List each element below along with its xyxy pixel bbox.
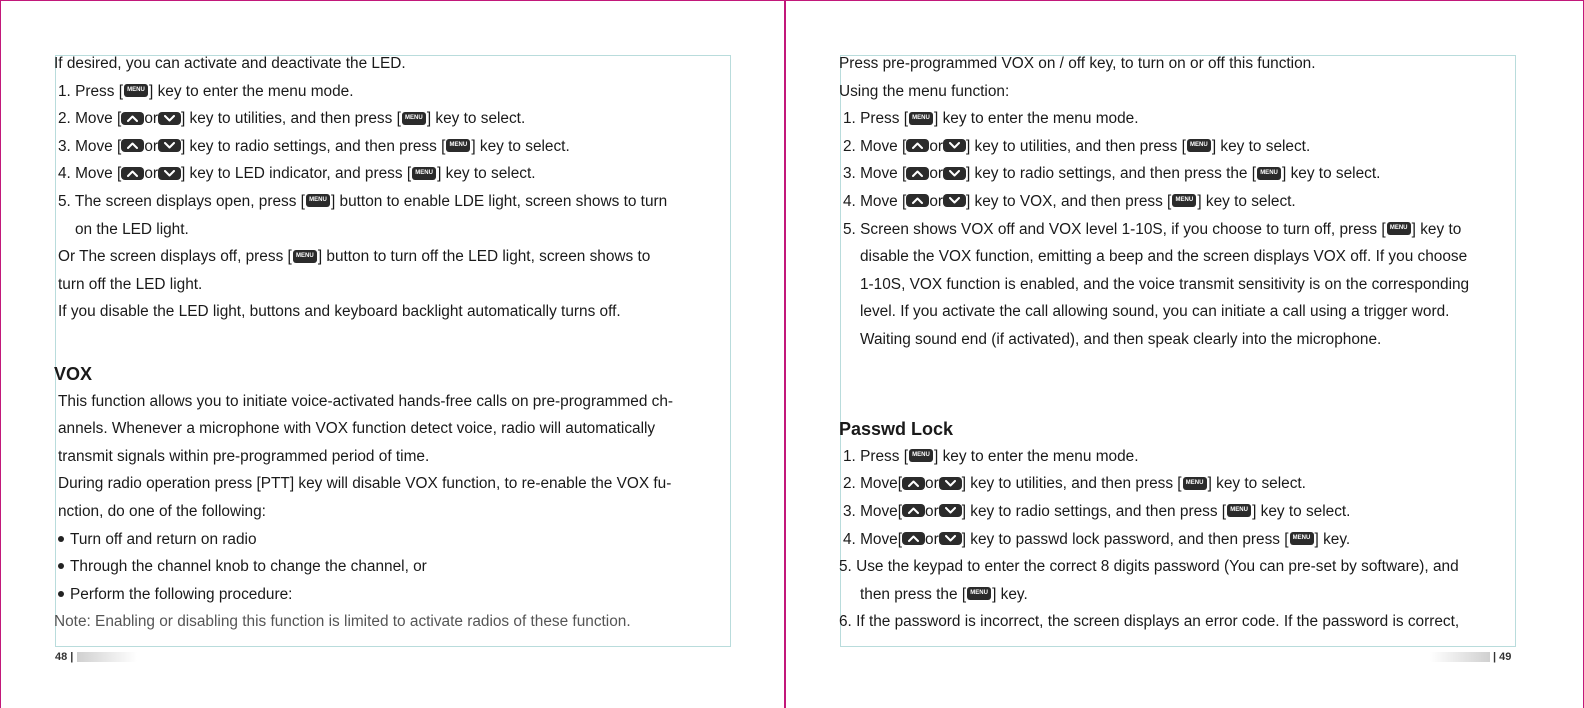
- bullet-item: [54, 526, 744, 554]
- bullet-dot-icon: [58, 536, 64, 542]
- body-text-line: nction, do one of the following:: [58, 502, 266, 520]
- up-arrow-key-icon: [906, 167, 929, 180]
- step-text: 1. Press [: [843, 110, 909, 128]
- step-text: or: [925, 475, 939, 493]
- body-text-line: level. If you activate the call allowing sound, you can initiate a call using a trigger word.: [860, 303, 1450, 321]
- step-text: ] key to passwd lock password, and then press [: [961, 530, 1289, 548]
- step-text: 3. Move [: [58, 137, 122, 155]
- step-text: or: [925, 530, 939, 548]
- page-gutter-line: [784, 0, 786, 708]
- body-text-line: on the LED light.: [75, 220, 189, 238]
- step-text: ] key to LED indicator, and press [: [181, 165, 412, 183]
- blank-line: [839, 354, 1539, 382]
- instruction-step: [54, 188, 744, 216]
- bullet-text: Perform the following procedure:: [70, 585, 293, 603]
- step-text: ] key to radio settings, and then press the [: [966, 165, 1257, 183]
- step-text: ] key to select.: [1252, 502, 1351, 520]
- body-text-line: This function allows you to initiate voice-activated hands-free calls on pre-programmed ch-: [58, 392, 674, 410]
- instruction-step: [839, 216, 1539, 244]
- up-arrow-key-icon: [906, 139, 929, 152]
- step-text: Or The screen displays off, press [: [58, 248, 292, 266]
- instruction-step: [839, 105, 1539, 133]
- step-text: ] key to select.: [437, 165, 536, 183]
- instruction-step: [54, 133, 744, 161]
- step-text: ] key to enter the menu mode.: [934, 447, 1139, 465]
- page-number-bar-left: [77, 652, 137, 662]
- blank-line: [54, 326, 744, 354]
- up-arrow-key-icon: [902, 504, 925, 517]
- menu-key-icon: [909, 112, 933, 125]
- up-arrow-key-icon: [121, 167, 144, 180]
- menu-key-icon: [306, 194, 330, 207]
- instruction-step: [839, 526, 1539, 554]
- down-arrow-key-icon: [943, 139, 966, 152]
- instruction-step: [54, 160, 744, 188]
- step-text: ] button to enable LDE light, screen shows to turn: [330, 192, 668, 210]
- body-text-line: Using the menu function:: [839, 82, 1010, 100]
- section-heading: Passwd Lock: [839, 418, 954, 439]
- page-number-bar-right: [1430, 652, 1490, 662]
- body-text-line: transmit signals within pre-programmed period of time.: [58, 447, 430, 465]
- menu-key-icon: [402, 112, 426, 125]
- step-text: 2. Move [: [58, 110, 122, 128]
- menu-key-icon: [1172, 194, 1196, 207]
- step-text: ] key to select.: [426, 110, 526, 128]
- step-text: ] key to select.: [1211, 137, 1311, 155]
- instruction-step: [54, 243, 744, 271]
- up-arrow-key-icon: [121, 139, 144, 152]
- body-text-line: During radio operation press [PTT] key will disable VOX function, to re-enable the VOX fu-: [58, 475, 672, 493]
- instruction-step: [54, 105, 744, 133]
- step-text: or: [929, 192, 943, 210]
- step-text: 3. Move [: [843, 165, 907, 183]
- step-text: 4. Move [: [843, 192, 907, 210]
- bullet-item: [54, 553, 744, 581]
- step-text: or: [144, 137, 158, 155]
- step-text: 2. Move[: [843, 475, 903, 493]
- bullet-text: Through the channel knob to change the channel, or: [70, 558, 427, 576]
- menu-key-icon: [1227, 504, 1251, 517]
- step-text: 1. Press [: [843, 447, 909, 465]
- up-arrow-key-icon: [906, 194, 929, 207]
- step-text: ] key to select.: [471, 137, 570, 155]
- blank-line: [839, 381, 1539, 409]
- menu-key-icon: [1387, 222, 1411, 235]
- body-text-line: disable the VOX function, emitting a beep and the screen displays VOX off. If you choose: [860, 248, 1468, 266]
- step-text: or: [925, 502, 939, 520]
- bullet-dot-icon: [58, 563, 64, 569]
- instruction-step: [839, 133, 1539, 161]
- menu-key-icon: [446, 139, 470, 152]
- menu-key-icon: [293, 250, 317, 263]
- step-text: or: [144, 110, 158, 128]
- body-text-line: Press pre-programmed VOX on / off key, to turn on or off this function.: [839, 55, 1316, 72]
- instruction-step: [839, 443, 1539, 471]
- step-text: then press the [: [860, 585, 967, 603]
- step-text: ] key to: [1411, 220, 1462, 238]
- menu-key-icon: [909, 449, 933, 462]
- menu-key-icon: [967, 587, 991, 600]
- step-text: ] key to utilities, and then press [: [961, 475, 1182, 493]
- left-page-content: [54, 50, 744, 636]
- step-text: ] key to utilities, and then press [: [181, 110, 401, 128]
- step-text: 3. Move[: [843, 502, 903, 520]
- down-arrow-key-icon: [158, 112, 181, 125]
- step-text: ] key to enter the menu mode.: [934, 110, 1139, 128]
- instruction-step: [839, 470, 1539, 498]
- page-number-left: 48 |: [55, 651, 74, 663]
- menu-key-icon: [124, 84, 148, 97]
- step-text: 5. Screen shows VOX off and VOX level 1-10S, if you choose to turn off, press [: [843, 220, 1386, 238]
- step-text: or: [144, 165, 158, 183]
- up-arrow-key-icon: [902, 532, 925, 545]
- down-arrow-key-icon: [943, 167, 966, 180]
- crop-mark-top: [0, 0, 1584, 1]
- step-text: ] key to utilities, and then press [: [966, 137, 1186, 155]
- menu-key-icon: [412, 167, 436, 180]
- step-text: ] key to radio settings, and then press [: [181, 137, 446, 155]
- step-text: ] key to select.: [1282, 165, 1381, 183]
- bullet-item: [54, 581, 744, 609]
- body-text-line: 6. If the password is incorrect, the screen displays an error code. If the password is correct,: [839, 613, 1460, 631]
- section-heading: VOX: [54, 363, 93, 384]
- up-arrow-key-icon: [902, 477, 925, 490]
- body-text-line: turn off the LED light.: [58, 275, 203, 293]
- menu-key-icon: [1290, 532, 1314, 545]
- crop-mark-left: [0, 0, 1, 708]
- step-text: ] button to turn off the LED light, screen shows to: [317, 248, 651, 266]
- step-text: ] key to radio settings, and then press [: [961, 502, 1227, 520]
- step-text: or: [929, 137, 943, 155]
- page-number-right: | 49: [1493, 651, 1512, 663]
- step-text: 4. Move[: [843, 530, 903, 548]
- step-text: 1. Press [: [58, 82, 124, 100]
- step-text: 2. Move [: [843, 137, 907, 155]
- menu-key-icon: [1257, 167, 1281, 180]
- down-arrow-key-icon: [158, 139, 181, 152]
- menu-key-icon: [1183, 477, 1207, 490]
- step-text: or: [929, 165, 943, 183]
- body-text-line: Waiting sound end (if activated), and then speak clearly into the microphone.: [860, 330, 1382, 348]
- bullet-text: Turn off and return on radio: [70, 530, 257, 548]
- instruction-step: [54, 78, 744, 106]
- note-text: Note: Enabling or disabling this function is limited to activate radios of these function.: [54, 613, 631, 631]
- instruction-step: [839, 188, 1539, 216]
- step-text: ] key to select.: [1197, 192, 1296, 210]
- instruction-step: [839, 498, 1539, 526]
- right-page-content: [839, 50, 1539, 636]
- down-arrow-key-icon: [943, 194, 966, 207]
- down-arrow-key-icon: [939, 532, 962, 545]
- body-text-line: 1-10S, VOX function is enabled, and the voice transmit sensitivity is on the corresponding: [860, 275, 1470, 293]
- step-text: ] key to enter the menu mode.: [149, 82, 354, 100]
- down-arrow-key-icon: [158, 167, 181, 180]
- step-text: 5. The screen displays open, press [: [58, 192, 305, 210]
- down-arrow-key-icon: [939, 504, 962, 517]
- step-text: ] key to select.: [1207, 475, 1306, 493]
- body-text-line: 5. Use the keypad to enter the correct 8 digits password (You can pre-set by software), and: [839, 558, 1459, 576]
- instruction-step: [839, 160, 1539, 188]
- body-text-line: If desired, you can activate and deactivate the LED.: [54, 55, 406, 72]
- step-text: ] key.: [1314, 530, 1351, 548]
- up-arrow-key-icon: [121, 112, 144, 125]
- step-text: ] key to VOX, and then press [: [966, 192, 1172, 210]
- step-text: ] key.: [992, 585, 1028, 603]
- down-arrow-key-icon: [939, 477, 962, 490]
- body-text-line: annels. Whenever a microphone with VOX function detect voice, radio will automatically: [58, 420, 656, 438]
- menu-key-icon: [1187, 139, 1211, 152]
- bullet-dot-icon: [58, 591, 64, 597]
- body-text-line: If you disable the LED light, buttons and keyboard backlight automatically turns off.: [58, 303, 621, 321]
- instruction-step: [839, 581, 1539, 609]
- step-text: 4. Move [: [58, 165, 122, 183]
